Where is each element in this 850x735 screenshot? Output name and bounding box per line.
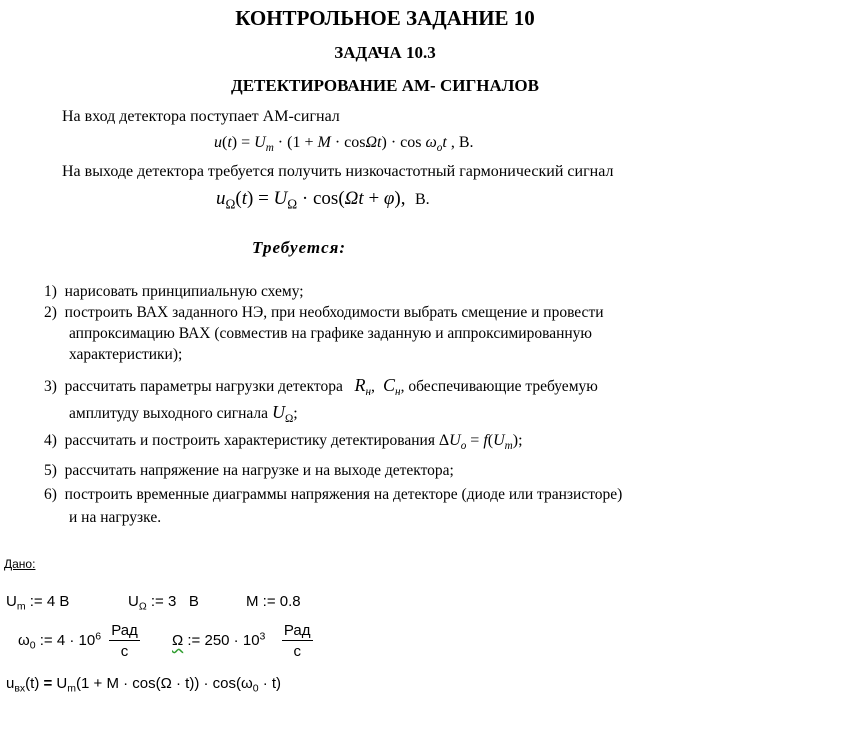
required-heading: Требуется: (252, 238, 347, 257)
item-text: рассчитать параметры нагрузки детектора (64, 378, 343, 395)
item-text: рассчитать и построить характеристику детектирования (64, 432, 435, 449)
item-text: нарисовать принципиальную схему; (64, 283, 304, 300)
detection-char-math: $\Delta U_o = f(U_m)$; (438, 432, 523, 452)
w0-unit-num: Рад (111, 622, 138, 639)
item-number: 3) (44, 378, 57, 395)
list-item (44, 283, 304, 301)
output-signal-formula: $u_\Omega(t) = U_\Omega \cdot \cos(\Omega t + \varphi)$, В. (216, 188, 430, 212)
um-definition: $U_m$ := 4 В (6, 593, 70, 613)
list-item (44, 375, 598, 398)
item-text: амплитуду выходного сигнала (69, 405, 269, 422)
uomega-definition: $U_\Omega$ := 3 В (128, 593, 199, 613)
um-value: 4 (46, 593, 56, 610)
w0-exp: 6 (95, 630, 102, 643)
omega-mult: 250 (204, 631, 230, 649)
uvx-equation: $u_{вх}(t) = U_m(1 + M \cdot \cos(\Omega \cdot t)) \cdot \cos(\omega_0 \cdot t)$ (6, 675, 282, 695)
list-item (44, 304, 604, 322)
w0-unit-fraction (109, 622, 140, 660)
list-item (44, 432, 523, 452)
uomega-value: 3 (167, 593, 177, 610)
output-amp-math: $U_\Omega$; (271, 402, 298, 425)
unit-suffix-2: В. (415, 191, 430, 208)
item-number: 4) (44, 432, 57, 449)
page-title: КОНТРОЛЬНОЕ ЗАДАНИЕ 10 (235, 6, 535, 30)
omega-symbol: Ω (172, 631, 184, 649)
w0-unit-den: с (120, 643, 129, 660)
omega-definition: Ω := $250 \cdot 10^3$ $\frac{\text{Рад}}{с}$ (172, 622, 311, 660)
load-params-math: $R_н$, $C_н$ (354, 375, 401, 398)
list-item-continuation (69, 402, 298, 425)
um-unit: В (59, 593, 70, 610)
list-item (44, 462, 454, 480)
task-number: ЗАДАЧА 10.3 (334, 43, 436, 62)
list-item-continuation: и на нагрузке. (69, 509, 162, 526)
item-text: рассчитать напряжение на нагрузке и на выходе детектора; (64, 462, 454, 479)
m-definition: M := 0.8 (246, 593, 301, 610)
list-item (44, 486, 622, 504)
given-heading: Дано: (4, 557, 36, 571)
item-text-cont: , обеспечивающие требуемую (400, 378, 598, 395)
item-text: построить ВАХ заданного НЭ, при необходимости выбрать смещение и провести (64, 304, 604, 321)
task-topic: ДЕТЕКТИРОВАНИЕ АМ- СИГНАЛОВ (231, 76, 539, 95)
omega-unit-den: с (293, 643, 301, 660)
unit-suffix-1: , В. (450, 134, 474, 151)
item-number: 5) (44, 462, 57, 479)
item-number: 1) (44, 283, 57, 300)
m-value: 0.8 (279, 593, 301, 610)
list-item-continuation: характеристики); (69, 346, 183, 363)
item-number: 6) (44, 486, 57, 503)
omega-unit-fraction (282, 622, 313, 660)
omega-exp: 3 (259, 630, 266, 643)
w0-mult: 4 (56, 631, 66, 649)
item-text: построить временные диаграммы напряжения на детекторе (диоде или транзисторе) (64, 486, 623, 503)
output-description: На выходе детектора требуется получить низкочастотный гармонический сигнал (62, 163, 614, 180)
uomega-unit: В (188, 593, 199, 610)
am-signal-formula: $u(t) = U_m \cdot (1 + M \cdot \cos\Omega t) \cdot \cos \omega_ot$ , В. (214, 134, 474, 154)
item-number: 2) (44, 304, 57, 321)
w0-definition: $\omega_0$ := $4 \cdot 10^6$ $\frac{\text{Рад}}{с}$ (18, 622, 138, 660)
input-description: На вход детектора поступает АМ-сигнал (62, 108, 340, 125)
omega-unit-num: Рад (283, 622, 311, 639)
list-item-continuation: аппроксимацию ВАХ (совместив на графике заданную и аппроксимированную (69, 325, 593, 342)
